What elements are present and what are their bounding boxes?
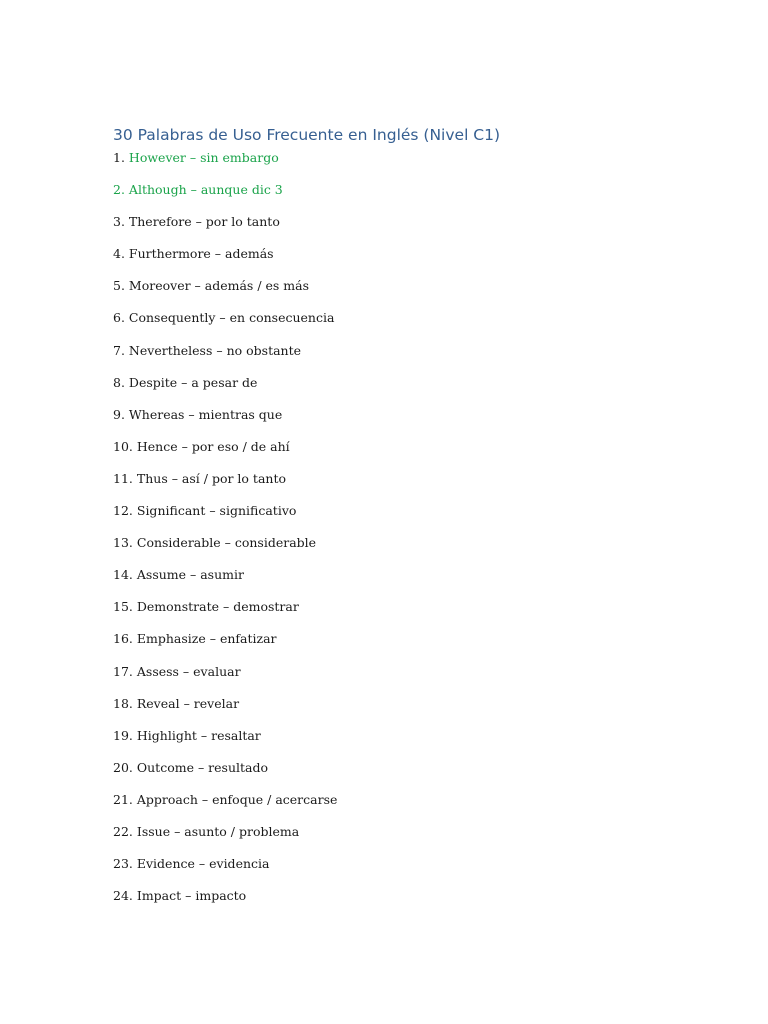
list-item-number: 12. bbox=[113, 503, 133, 519]
list-item bbox=[113, 596, 337, 628]
list-item-number: 14. bbox=[113, 567, 133, 583]
list-item-text: Moreover – además / es más bbox=[128, 278, 310, 294]
list-item-number: 15. bbox=[113, 599, 133, 615]
list-item bbox=[113, 628, 337, 660]
list-item bbox=[113, 853, 337, 885]
list-item-text: Assume – asumir bbox=[136, 567, 244, 583]
list-item bbox=[113, 147, 337, 179]
list-item-number: 18. bbox=[113, 695, 133, 711]
list-item bbox=[113, 789, 337, 821]
list-item-number: 23. bbox=[113, 856, 133, 872]
list-item bbox=[113, 468, 337, 500]
list-item bbox=[113, 725, 337, 757]
list-item-number: 8. bbox=[113, 374, 125, 390]
list-item-text: Nevertheless – no obstante bbox=[128, 342, 302, 358]
list-item-number: 7. bbox=[113, 342, 125, 358]
list-item-number: 24. bbox=[113, 888, 133, 904]
list-item bbox=[113, 885, 337, 917]
list-item-number: 21. bbox=[113, 791, 133, 807]
list-item-number: 11. bbox=[113, 470, 133, 486]
list-item-number: 20. bbox=[113, 759, 133, 775]
list-item-text: Assess – evaluar bbox=[136, 663, 241, 679]
word-list bbox=[113, 147, 337, 917]
list-item bbox=[113, 757, 337, 789]
list-item bbox=[113, 661, 337, 693]
list-item-text: Although – aunque dic 3 bbox=[128, 182, 283, 198]
list-item bbox=[113, 340, 337, 372]
list-item-text: Emphasize – enfatizar bbox=[136, 631, 277, 647]
list-item-text: Reveal – revelar bbox=[136, 695, 240, 711]
list-item bbox=[113, 179, 337, 211]
list-item bbox=[113, 564, 337, 596]
list-item-text: Therefore – por lo tanto bbox=[128, 214, 280, 230]
list-item bbox=[113, 500, 337, 532]
list-item bbox=[113, 372, 337, 404]
list-item-text: Whereas – mientras que bbox=[128, 406, 283, 422]
list-item-number: 2. bbox=[113, 182, 125, 198]
list-item bbox=[113, 307, 337, 339]
list-item-text: Approach – enfoque / acercarse bbox=[136, 791, 338, 807]
list-item-number: 13. bbox=[113, 535, 133, 551]
list-item bbox=[113, 211, 337, 243]
list-item-text: Hence – por eso / de ahí bbox=[136, 438, 290, 454]
list-item-number: 6. bbox=[113, 310, 125, 326]
list-item-text: Considerable – considerable bbox=[136, 535, 317, 551]
list-item bbox=[113, 821, 337, 853]
list-item-text: Issue – asunto / problema bbox=[136, 823, 300, 839]
list-item bbox=[113, 693, 337, 725]
list-item-number: 4. bbox=[113, 246, 125, 262]
list-item-text: Evidence – evidencia bbox=[136, 856, 270, 872]
list-item-text: Impact – impacto bbox=[136, 888, 247, 904]
list-item-text: Outcome – resultado bbox=[136, 759, 269, 775]
list-item-text: Demonstrate – demostrar bbox=[136, 599, 299, 615]
list-item-text: Furthermore – además bbox=[128, 246, 274, 262]
list-item bbox=[113, 532, 337, 564]
list-item-text: Despite – a pesar de bbox=[128, 374, 258, 390]
list-item-text: Thus – así / por lo tanto bbox=[136, 470, 286, 486]
list-item-number: 17. bbox=[113, 663, 133, 679]
list-item-text: Significant – significativo bbox=[136, 503, 297, 519]
document-title: 30 Palabras de Uso Frecuente en Inglés (Nivel C1) bbox=[113, 126, 501, 144]
list-item-number: 1. bbox=[113, 150, 125, 165]
list-item-number: 19. bbox=[113, 727, 133, 743]
list-item bbox=[113, 404, 337, 436]
list-item bbox=[113, 436, 337, 468]
list-item bbox=[113, 275, 337, 307]
list-item-number: 10. bbox=[113, 438, 133, 454]
list-item-text: Highlight – resaltar bbox=[136, 727, 261, 743]
list-item bbox=[113, 243, 337, 275]
list-item-number: 9. bbox=[113, 406, 125, 422]
list-item-number: 16. bbox=[113, 631, 133, 647]
list-item-text: Consequently – en consecuencia bbox=[128, 310, 335, 326]
list-item-number: 3. bbox=[113, 214, 125, 230]
list-item-text: However – sin embargo bbox=[128, 150, 279, 165]
list-item-number: 22. bbox=[113, 823, 133, 839]
list-item-number: 5. bbox=[113, 278, 125, 294]
